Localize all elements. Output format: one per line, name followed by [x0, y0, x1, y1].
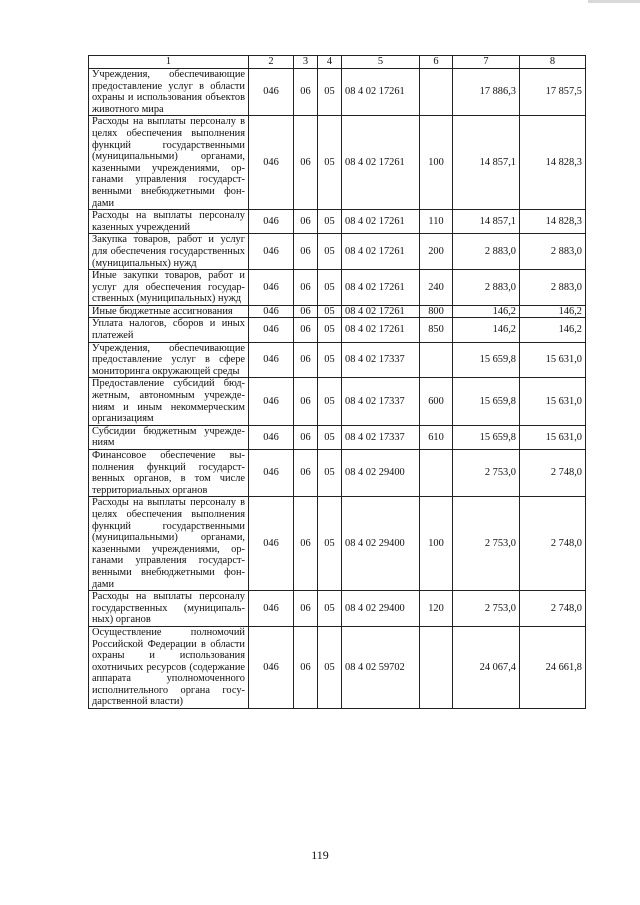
cell-section: 06	[294, 210, 318, 234]
cell-ministry-code: 046	[249, 318, 294, 342]
cell-amount-a: 2 753,0	[453, 450, 520, 497]
cell-expense-type: 100	[420, 497, 453, 591]
row-name: Иные бюджетные ассигнования	[89, 305, 249, 318]
cell-amount-b: 17 857,5	[520, 69, 586, 116]
cell-section: 06	[294, 626, 318, 708]
cell-section: 06	[294, 342, 318, 378]
cell-expense-type: 100	[420, 116, 453, 210]
cell-section: 06	[294, 69, 318, 116]
cell-expense-type: 610	[420, 425, 453, 449]
cell-amount-a: 14 857,1	[453, 210, 520, 234]
cell-amount-b: 2 748,0	[520, 591, 586, 627]
cell-amount-a: 24 067,4	[453, 626, 520, 708]
table-row	[89, 450, 586, 497]
row-name: Расходы на выплаты персоналу казенных учреждений	[89, 210, 249, 234]
cell-expense-type: 600	[420, 378, 453, 425]
cell-expense-type: 240	[420, 270, 453, 306]
cell-ministry-code: 046	[249, 210, 294, 234]
cell-amount-a: 15 659,8	[453, 425, 520, 449]
cell-subsection: 05	[318, 69, 342, 116]
cell-subsection: 05	[318, 210, 342, 234]
cell-amount-b: 15 631,0	[520, 378, 586, 425]
cell-ministry-code: 046	[249, 591, 294, 627]
cell-amount-b: 2 883,0	[520, 234, 586, 270]
header-cell: 8	[520, 56, 586, 69]
cell-expense-type	[420, 450, 453, 497]
table-row	[89, 342, 586, 378]
cell-amount-b: 14 828,3	[520, 116, 586, 210]
cell-target-article: 08 4 02 17261	[342, 234, 420, 270]
cell-section: 06	[294, 270, 318, 306]
cell-target-article: 08 4 02 29400	[342, 591, 420, 627]
cell-section: 06	[294, 116, 318, 210]
cell-amount-b: 2 748,0	[520, 450, 586, 497]
header-cell: 7	[453, 56, 520, 69]
cell-amount-b: 2 748,0	[520, 497, 586, 591]
cell-ministry-code: 046	[249, 305, 294, 318]
cell-expense-type	[420, 342, 453, 378]
cell-ministry-code: 046	[249, 69, 294, 116]
row-name: Учреждения, обеспечивающие предоставление услуг в области охраны и использования объектов животного мира	[89, 69, 249, 116]
cell-target-article: 08 4 02 17261	[342, 69, 420, 116]
cell-section: 06	[294, 591, 318, 627]
table-row	[89, 234, 586, 270]
header-cell: 5	[342, 56, 420, 69]
table-row	[89, 116, 586, 210]
budget-table	[88, 55, 586, 709]
cell-target-article: 08 4 02 17337	[342, 425, 420, 449]
cell-target-article: 08 4 02 17337	[342, 378, 420, 425]
cell-subsection: 05	[318, 318, 342, 342]
cell-expense-type	[420, 626, 453, 708]
table-row	[89, 318, 586, 342]
row-name: Закупка товаров, работ и услуг для обеспечения государственных (муниципальных) нужд	[89, 234, 249, 270]
row-name: Уплата налогов, сборов и иных платежей	[89, 318, 249, 342]
cell-amount-b: 15 631,0	[520, 425, 586, 449]
table-row	[89, 210, 586, 234]
cell-section: 06	[294, 234, 318, 270]
row-name: Расходы на выплаты персоналу в целях обеспечения выполнения функций государственными (муниципальными) органами, казенными учреждениями, органами управления государственными внебюджетными фондами	[89, 497, 249, 591]
row-name: Предоставление субсидий бюджетным, автономным учреждениям и иным некоммерческим организациям	[89, 378, 249, 425]
cell-expense-type: 110	[420, 210, 453, 234]
row-name: Расходы на выплаты персоналу государственных (муниципальных) органов	[89, 591, 249, 627]
cell-target-article: 08 4 02 17261	[342, 116, 420, 210]
cell-subsection: 05	[318, 234, 342, 270]
cell-amount-a: 146,2	[453, 305, 520, 318]
cell-amount-b: 15 631,0	[520, 342, 586, 378]
cell-amount-a: 14 857,1	[453, 116, 520, 210]
cell-amount-a: 146,2	[453, 318, 520, 342]
table-header-row	[89, 56, 586, 69]
cell-target-article: 08 4 02 17261	[342, 305, 420, 318]
cell-target-article: 08 4 02 17261	[342, 270, 420, 306]
cell-target-article: 08 4 02 17261	[342, 318, 420, 342]
header-cell: 6	[420, 56, 453, 69]
cell-section: 06	[294, 450, 318, 497]
header-cell: 2	[249, 56, 294, 69]
cell-subsection: 05	[318, 450, 342, 497]
cell-section: 06	[294, 425, 318, 449]
cell-subsection: 05	[318, 626, 342, 708]
header-cell: 1	[89, 56, 249, 69]
cell-ministry-code: 046	[249, 626, 294, 708]
row-name: Иные закупки товаров, работ и услуг для обеспечения государственных (муниципальных) нужд	[89, 270, 249, 306]
cell-amount-a: 2 883,0	[453, 234, 520, 270]
table-row	[89, 591, 586, 627]
cell-target-article: 08 4 02 59702	[342, 626, 420, 708]
cell-section: 06	[294, 378, 318, 425]
cell-amount-a: 2 753,0	[453, 591, 520, 627]
cell-expense-type: 800	[420, 305, 453, 318]
cell-ministry-code: 046	[249, 425, 294, 449]
cell-section: 06	[294, 497, 318, 591]
cell-ministry-code: 046	[249, 270, 294, 306]
cell-section: 06	[294, 305, 318, 318]
cell-subsection: 05	[318, 305, 342, 318]
cell-amount-b: 2 883,0	[520, 270, 586, 306]
table-row	[89, 270, 586, 306]
cell-subsection: 05	[318, 378, 342, 425]
cell-subsection: 05	[318, 497, 342, 591]
cell-amount-b: 146,2	[520, 318, 586, 342]
row-name: Финансовое обеспечение выполнения функций государственных органов, в том числе территориальных органов	[89, 450, 249, 497]
cell-target-article: 08 4 02 17337	[342, 342, 420, 378]
page-edge-mark	[588, 0, 640, 3]
cell-section: 06	[294, 318, 318, 342]
cell-ministry-code: 046	[249, 497, 294, 591]
cell-expense-type: 200	[420, 234, 453, 270]
cell-subsection: 05	[318, 342, 342, 378]
cell-amount-b: 146,2	[520, 305, 586, 318]
table-row	[89, 305, 586, 318]
header-cell: 3	[294, 56, 318, 69]
row-name: Субсидии бюджетным учреждениям	[89, 425, 249, 449]
cell-amount-a: 2 753,0	[453, 497, 520, 591]
cell-amount-a: 17 886,3	[453, 69, 520, 116]
cell-expense-type: 850	[420, 318, 453, 342]
page-number: 119	[311, 848, 329, 862]
table-row	[89, 425, 586, 449]
cell-ministry-code: 046	[249, 342, 294, 378]
cell-amount-b: 24 661,8	[520, 626, 586, 708]
cell-amount-a: 15 659,8	[453, 342, 520, 378]
row-name: Осуществление полномочий Российской Федерации в области охраны и использования охотничьих ресурсов (содержание аппарата уполномоченного исполнительного органа государственной власти)	[89, 626, 249, 708]
row-name: Учреждения, обеспечивающие предоставление услуг в сфере мониторинга окружающей среды	[89, 342, 249, 378]
table-row	[89, 69, 586, 116]
header-cell: 4	[318, 56, 342, 69]
cell-amount-a: 15 659,8	[453, 378, 520, 425]
cell-expense-type: 120	[420, 591, 453, 627]
cell-amount-a: 2 883,0	[453, 270, 520, 306]
cell-amount-b: 14 828,3	[520, 210, 586, 234]
table-row	[89, 626, 586, 708]
cell-subsection: 05	[318, 591, 342, 627]
cell-target-article: 08 4 02 29400	[342, 497, 420, 591]
cell-subsection: 05	[318, 425, 342, 449]
table-row	[89, 378, 586, 425]
cell-target-article: 08 4 02 29400	[342, 450, 420, 497]
table-row	[89, 497, 586, 591]
cell-subsection: 05	[318, 270, 342, 306]
cell-subsection: 05	[318, 116, 342, 210]
row-name: Расходы на выплаты персоналу в целях обеспечения выполнения функций государственными (муниципальными) органами, казенными учреждениями, органами управления государственными внебюджетными фондами	[89, 116, 249, 210]
cell-ministry-code: 046	[249, 116, 294, 210]
cell-ministry-code: 046	[249, 378, 294, 425]
cell-ministry-code: 046	[249, 234, 294, 270]
cell-target-article: 08 4 02 17261	[342, 210, 420, 234]
cell-expense-type	[420, 69, 453, 116]
cell-ministry-code: 046	[249, 450, 294, 497]
